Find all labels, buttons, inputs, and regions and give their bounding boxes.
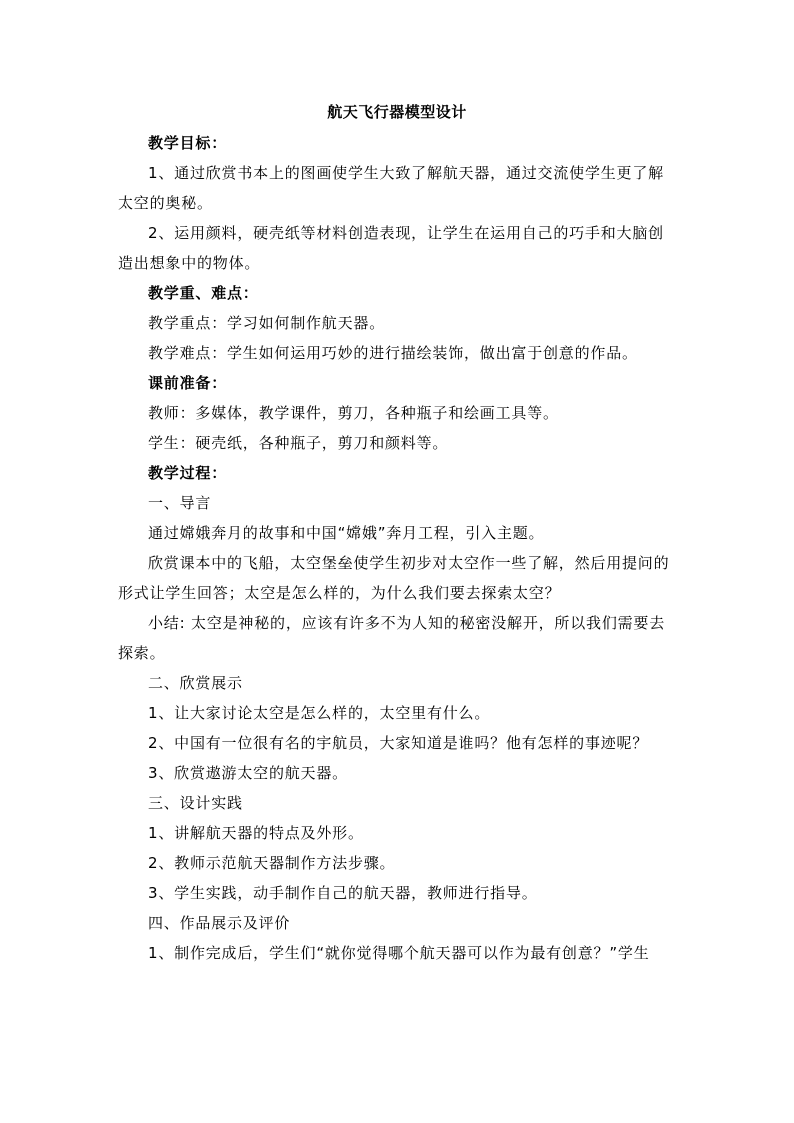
text-line: 一、导言 — [148, 494, 212, 512]
text-line: 小结: 太空是神秘的，应该有许多不为人知的秘密没解开，所以我们需要去 — [148, 614, 666, 632]
section-heading: 课前准备： — [148, 374, 228, 392]
text-line: 2、运用颜料，硬壳纸等材料创造表现，让学生在运用自己的巧手和大脑创 — [148, 224, 664, 242]
text-line: 三、设计实践 — [148, 794, 243, 812]
text-line: 1、通过欣赏书本上的图画使学生大致了解航天器，通过交流使学生更了解 — [148, 164, 664, 182]
text-line: 欣赏课本中的飞船，太空堡垒使学生初步对太空作一些了解，然后用提问的 — [148, 554, 670, 572]
text-line: 2、教师示范航天器制作方法步骤。 — [148, 854, 396, 872]
text-line: 教师：多媒体，教学课件，剪刀，各种瓶子和绘画工具等。 — [148, 404, 559, 422]
text-line: 教学重点：学习如何制作航天器。 — [148, 314, 386, 332]
text-line: 1、制作完成后，学生们“就你觉得哪个航天器可以作为最有创意？”学生 — [148, 944, 650, 962]
text-line: 3、欣赏遨游太空的航天器。 — [148, 764, 348, 782]
text-line: 1、让大家讨论太空是怎么样的，太空里有什么。 — [148, 704, 491, 722]
text-line: 造出想象中的物体。 — [118, 254, 261, 272]
text-line: 3、学生实践，动手制作自己的航天器，教师进行指导。 — [148, 884, 538, 902]
text-line: 2、中国有一位很有名的宇航员，大家知道是谁吗？他有怎样的事迹呢？ — [148, 734, 649, 752]
section-heading: 教学重、难点： — [148, 284, 259, 302]
text-line: 1、讲解航天器的特点及外形。 — [148, 824, 364, 842]
text-line: 太空的奥秘。 — [118, 194, 213, 212]
text-line: 学生：硬壳纸，各种瓶子，剪刀和颜料等。 — [148, 434, 449, 452]
text-line: 形式让学生回答；太空是怎么样的，为什么我们要去探索太空？ — [118, 584, 561, 602]
document-body — [118, 128, 678, 968]
text-line: 四、作品展示及评价 — [148, 914, 291, 932]
text-line: 二、欣赏展示 — [148, 674, 243, 692]
section-heading: 教学目标： — [148, 134, 228, 152]
text-line: 教学难点：学生如何运用巧妙的进行描绘装饰，做出富于创意的作品。 — [148, 344, 638, 362]
text-line: 探索。 — [118, 644, 166, 662]
section-heading: 教学过程： — [148, 464, 228, 482]
document-title: 航天飞行器模型设计 — [327, 103, 467, 121]
text-line: 通过嫦娥奔月的故事和中国“嫦娥”奔月工程，引入主题。 — [148, 524, 545, 542]
